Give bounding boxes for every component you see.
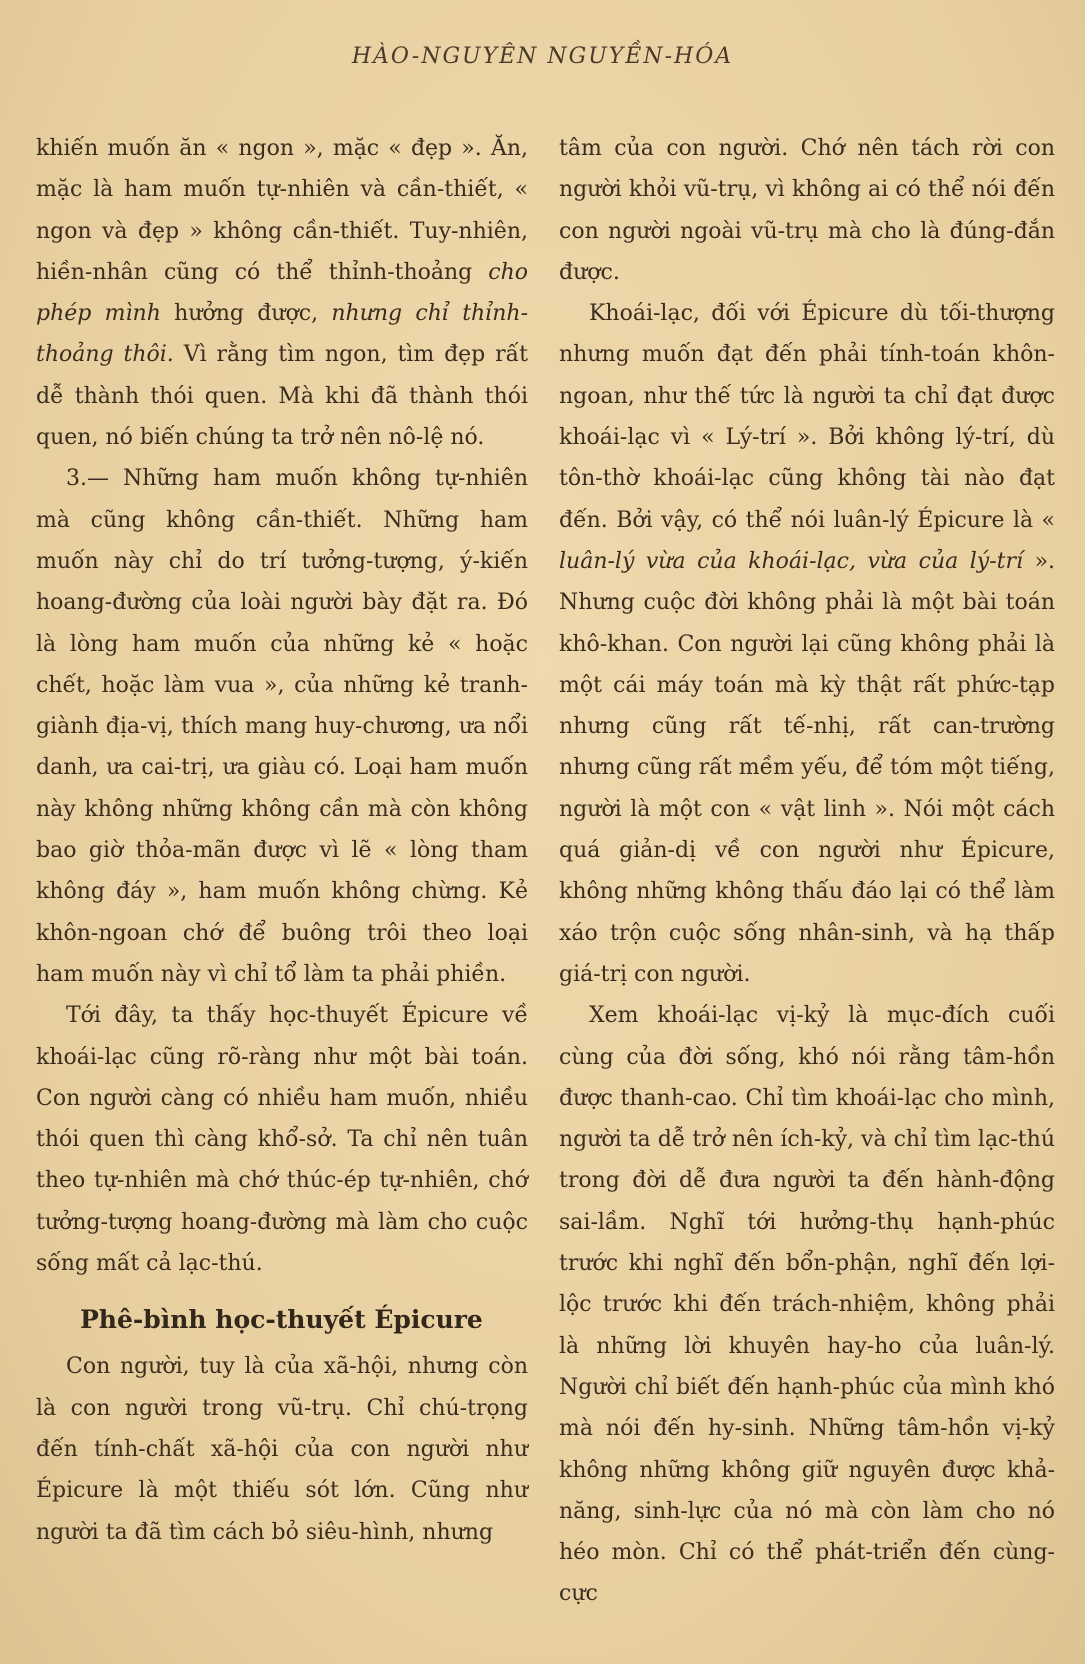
paragraph-unnatural-desires: 3.— Những ham muốn không tự-nhiên mà cũng không cần-thiết. Những ham muốn này chỉ do trí tưởng-tượng, ý-kiến hoang-đường của loài người bày đặt ra. Đó là lòng ham muốn của những kẻ « hoặc chết, hoặc làm vua », của những kẻ tranh-giành địa-vị, thích mang huy-chương, ưa nổi danh, ưa cai-trị, ưa giàu có. Loại ham muốn này không những không cần mà còn không bao giờ thỏa-mãn được vì lẽ « lòng tham không đáy », ham muốn không chừng. Kẻ khôn-ngoan chớ để buông trôi theo loại ham muốn này vì chỉ tổ làm ta phải phiền. (36, 466, 528, 987)
paragraph-human-universe: tâm của con người. Chớ nên tách rời con người khỏi vũ-trụ, vì không ai có thể nói đến con người ngoài vũ-trụ mà cho là đúng-đắn được. (559, 136, 1055, 285)
running-header: HÀO-NGUYÊN NGUYỀN-HÓA (351, 44, 734, 69)
emphasis-text: nhưng chỉ thỉnh-thoảng thôi. (36, 301, 529, 368)
right-column (559, 128, 1055, 1615)
paragraph-conclusion: Tới đây, ta thấy học-thuyết Épicure về khoái-lạc cũng rõ-ràng như một bài toán. Con người càng có nhiều ham muốn, nhiều thói quen thì càng khổ-sở. Ta chỉ nên tuân theo tự-nhiên mà chớ thúc-ép tự-nhiên, chớ tưởng-tượng hoang-đường mà làm cho cuộc sống mất cả lạc-thú. (36, 1003, 528, 1277)
left-column (36, 128, 528, 1553)
paragraph-selfish-pleasure: Xem khoái-lạc vị-kỷ là mục-đích cuối cùng của đời sống, khó nói rằng tâm-hồn được thanh-cao. Chỉ tìm khoái-lạc cho mình, người ta dễ trở nên ích-kỷ, và chỉ tìm lạc-thú trong đời dễ đưa người ta đến hành-động sai-lầm. Nghĩ tới hưởng-thụ hạnh-phúc trước khi nghĩ đến bổn-phận, nghĩ đến lợi-lộc trước khi đến trách-nhiệm, không phải là những lời khuyên hay-ho của luân-lý. Người chỉ biết đến hạnh-phúc của mình khó mà nói đến hy-sinh. Những tâm-hồn vị-kỷ không những không giữ nguyên được khả-năng, sinh-lực của nó mà còn làm cho nó héo mòn. Chỉ có thể phát-triển đến cùng-cực (559, 1003, 1055, 1607)
section-heading: Phê-bình học-thuyết Épicure (80, 1305, 483, 1335)
emphasis-text: luân-lý vừa của khoái-lạc, vừa của lý-trí (559, 548, 1024, 574)
paragraph-pleasure-reason: Khoái-lạc, đối với Épicure dù tối-thượng nhưng muốn đạt đến phải tính-toán khôn-ngoan, như thế tức là người ta chỉ đạt được khoái-lạc vì « Lý-trí ». Bởi không lý-trí, dù tôn-thờ khoái-lạc cũng không tài nào đạt đến. Bởi vậy, có thể nói luân-lý Épicure là « luân-lý vừa của khoái-lạc, vừa của lý-trí ». Nhưng cuộc đời không phải là một bài toán khô-khan. Con người lại cũng không phải là một cái máy toán mà kỳ thật rất phức-tạp nhưng cũng rất tế-nhị, rất can-trường nhưng cũng rất mềm yếu, để tóm một tiếng, người là một con « vật linh ». Nói một cách quá giản-dị về con người như Épicure, không những không thấu đáo lại có thể làm xáo trộn cuộc sống nhân-sinh, và hạ thấp giá-trị con người. (559, 301, 1056, 987)
paragraph-desire-taste: khiến muốn ăn « ngon », mặc « đẹp ». Ăn, mặc là ham muốn tự-nhiên và cần-thiết, « ngon và đẹp » không cần-thiết. Tuy-nhiên, hiền-nhân cũng có thể thỉnh-thoảng cho phép mình hưởng được, nhưng chỉ thỉnh-thoảng thôi. Vì rằng tìm ngon, tìm đẹp rất dễ thành thói quen. Mà khi đã thành thói quen, nó biến chúng ta trở nên nô-lệ nó. (36, 136, 529, 451)
emphasis-text: cho phép mình (36, 259, 528, 327)
paragraph-critique: Con người, tuy là của xã-hội, nhưng còn là con người trong vũ-trụ. Chỉ chú-trọng đến tính-chất xã-hội của con người như Épicure là một thiếu sót lớn. Cũng như người ta đã tìm cách bỏ siêu-hình, nhưng (36, 1354, 528, 1545)
